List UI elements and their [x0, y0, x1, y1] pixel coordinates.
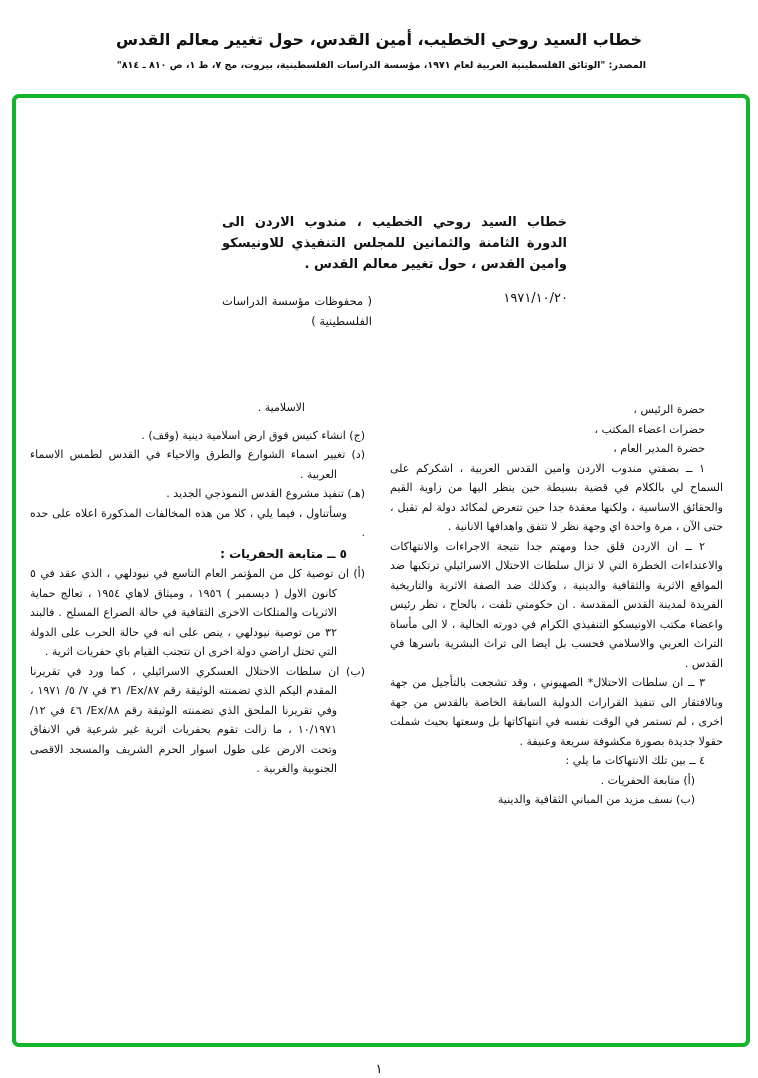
- left-column: [30, 398, 365, 779]
- list-item: (ب) نسف مزيد من المباني الثقافية والدينية: [497, 793, 695, 806]
- sub-item: (ب) ان سلطات الاحتلال العسكري الاسرائيلي ، كما ورد في تقريرنا المقدم اليكم الذي تضمنته الوثيقة رقم ٨٧/Ex/ ٣١ في ٧/ ٥/ ١٩٧١ ، وفي تقريرنا الملحق الذي تضمنته الوثيقة رقم ٨٨/Ex/ ٤٦ في ١٢/ ١٠/١٩٧١ ، ما زالت تقوم بحفريات اثرية غير شرعية في الانفاق وتحت الارض على طول اسوار الحرم الشريف والمسجد الاقصى الجنوبية والغربية .: [30, 664, 365, 775]
- paragraph-4: ٤ ــ بين تلك الانتهاكات ما يلي :: [565, 754, 705, 767]
- salutation-line: حضرة الرئيس ،: [633, 403, 705, 416]
- salutation-line: حضرات اعضاء المكتب ،: [594, 422, 705, 436]
- right-column: [390, 400, 723, 810]
- page-number: ١: [375, 1062, 383, 1077]
- list-item: (أ) متابعة الحفريات .: [600, 773, 695, 787]
- paragraph-intro: وسأتناول ، فيما يلي ، كلا من هذه المخالفات المذكورة اعلاه على حده .: [30, 506, 365, 539]
- source-citation: المصدر: "الوثائق الفلسطينية العربية لعام ١٩٧١، مؤسسة الدراسات الفلسطينية، بيروت، مج ٧، ط ١، ص ٨١٠ ـ ٨١٤": [116, 60, 646, 71]
- list-continuation: الاسلامية .: [257, 401, 305, 414]
- paragraph-2: ٢ ــ ان الاردن قلق جدا ومهتم جدا نتيجة الاجراءات والانتهاكات والاعتداءات الخطرة التي لا تزال سلطات الاحتلال الاسرائيلي ترتكبها ضد المواقع الاثرية والثقافية والدينية ، وكذلك ضد الصفة الاثرية والتاريخية الفريدة لمدينة القدس المقدسة . ان حكومتي تلفت ، بالحاح ، نظر رئيس واعضاء مكتب الاونيسكو التنفيذي الكرام في دورته الحالية ، لا الى مأساة التراث العربي والاسلامي فحسب بل ايضا الى تراث البشرية باسرها في القدس .: [390, 539, 723, 670]
- list-item: (د) تغيير اسماء الشوارع والطرق والاحياء في القدس لطمس الاسماء العربية .: [30, 448, 365, 481]
- section-heading: ٥ ــ متابعة الحفريات :: [220, 546, 347, 561]
- list-item: (هـ) تنفيذ مشروع القدس النموذجي الجديد .: [166, 487, 365, 500]
- sub-item: (أ) ان توصية كل من المؤتمر العام التاسع في نيودلهي ، الذي عقد في ٥ كانون الاول ( ديسمبر ) ١٩٥٦ ، وميثاق لاهاي ١٩٥٤ ، تعالج حماية الاثريات والمتلكات الاخرى الثقافية في حالة الصراع المسلح . فالبند ٣٢ من توصية نيودلهي ، ينص على انه في حالة الحرب على الدولة التي تحتل اراضي دولة اخرى ان تتجنب القيام باي حفريات اثرية .: [30, 567, 365, 658]
- list-item: (ج) انشاء كنيس فوق ارض اسلامية دينية (وقف) .: [141, 428, 365, 442]
- document-title: خطاب السيد روحي الخطيب ، مندوب الاردن الى الدورة الثامنة والثمانين للمجلس التنفيذي للاونيسكو وامين القدس ، حول تغيير معالم القدس .: [222, 215, 567, 272]
- paragraph-3: ٣ ــ ان سلطات الاحتلال* الصهيوني ، وقد تشجعت بالتأجيل من جهة وبالافتقار الى تنفيذ القرارات الدولية السابقة الخاصة بالقدس من جهة اخرى ، لم تستمر في الوقت نفسه في انتهاكاتها بل وسعتها بحيث شملت حقولا جديدة بصورة مكشوفة سريعة وعنيفة .: [390, 676, 723, 748]
- paragraph-1: ١ ــ بصفتي مندوب الاردن وامين القدس العربية ، اشكركم على السماح لي بالكلام في قضية بسيطة حين ينظر اليها من زاوية القيم والحقائق الاساسية ، ولكنها معقدة جدا حين تتعرض لمكائد دولة لم تقبل ، حتى الآن ، مرة واحدة اي وجهة نظر لا تتفق واهدافها الانانية .: [390, 461, 723, 533]
- page-header-title: خطاب السيد روحي الخطيب، أمين القدس، حول تغيير معالم القدس: [116, 30, 642, 49]
- salutation-line: حضرة المدير العام ،: [613, 442, 705, 455]
- document-date: ١٩٧١/١٠/٢٠: [503, 291, 568, 306]
- archive-note: ( محفوظات مؤسسة الدراسات الفلسطينية ): [222, 294, 372, 328]
